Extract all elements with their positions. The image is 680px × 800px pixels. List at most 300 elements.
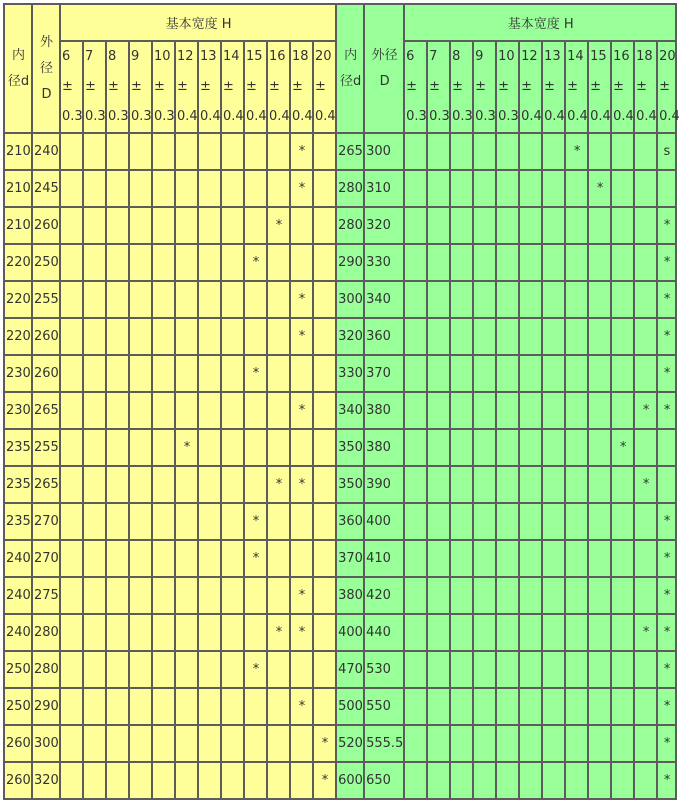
availability-mark [152,355,175,392]
availability-mark [129,207,152,244]
inner-diameter-header-line: 径d [7,73,30,89]
bearing-dimension-table [3,3,680,800]
availability-mark [221,503,244,540]
availability-mark-right [519,355,542,392]
availability-mark-right [542,133,565,170]
availability-mark-right: s [657,133,676,170]
width-header-18-right [634,41,657,133]
availability-mark-right [519,244,542,281]
availability-mark [60,762,83,799]
availability-mark [198,651,221,688]
width-header-t: ± [223,79,234,94]
availability-mark [106,688,129,725]
width-header-15 [244,41,267,133]
availability-mark [175,244,198,281]
basic-width-title-right: 基本宽度 H [404,4,676,41]
availability-mark [267,540,290,577]
availability-mark-right [542,651,565,688]
availability-mark [313,318,336,355]
outer-diameter-cell: 255 [32,281,60,318]
availability-mark-right: * [657,355,676,392]
availability-mark [83,281,106,318]
availability-mark [83,392,106,429]
availability-mark-right [634,429,657,466]
width-header-w: 10 [498,49,515,64]
availability-mark-right [450,503,473,540]
availability-mark-right [404,207,427,244]
availability-mark-right [611,503,634,540]
width-header-9 [129,41,152,133]
table-row [4,651,676,688]
inner-diameter-cell: 235 [4,429,32,466]
outer-diameter-cell-right: 340 [364,281,404,318]
availability-mark: * [290,577,313,614]
availability-mark: * [290,170,313,207]
outer-diameter-cell-right: 300 [364,133,404,170]
outer-diameter-cell-right: 410 [364,540,404,577]
availability-mark: * [313,762,336,799]
width-header-v: 0.3 [429,109,450,124]
availability-mark-right [634,688,657,725]
availability-mark [267,244,290,281]
availability-mark-right [450,725,473,762]
availability-mark [60,540,83,577]
availability-mark [60,725,83,762]
availability-mark: * [267,207,290,244]
availability-mark [83,355,106,392]
availability-mark-right: * [657,651,676,688]
width-header-w: 6 [62,49,71,64]
availability-mark [175,540,198,577]
availability-mark-right [657,466,676,503]
availability-mark [290,429,313,466]
width-header-w: 15 [590,49,607,64]
availability-mark-right [450,392,473,429]
outer-diameter-cell: 260 [32,207,60,244]
outer-diameter-cell: 240 [32,133,60,170]
outer-diameter-cell-right: 650 [364,762,404,799]
availability-mark [106,207,129,244]
inner-diameter-cell: 240 [4,540,32,577]
availability-mark [106,577,129,614]
width-header-v: 0.3 [498,109,519,124]
availability-mark [129,577,152,614]
table-row [4,170,676,207]
width-header-w: 12 [177,49,194,64]
availability-mark [267,355,290,392]
outer-diameter-cell-right: 530 [364,651,404,688]
availability-mark [175,392,198,429]
availability-mark-right [496,540,519,577]
outer-diameter-header [32,4,60,133]
availability-mark-right [473,355,496,392]
header-row-title [4,4,676,41]
availability-mark-right [611,688,634,725]
availability-mark-right [565,170,588,207]
availability-mark [244,688,267,725]
width-header-v: 0.4 [544,109,565,124]
availability-mark [267,688,290,725]
availability-mark-right [427,762,450,799]
availability-mark [244,725,267,762]
availability-mark [267,133,290,170]
availability-mark-right: * [657,540,676,577]
availability-mark [221,540,244,577]
outer-diameter-cell: 260 [32,318,60,355]
availability-mark [244,614,267,651]
availability-mark-right [611,725,634,762]
outer-diameter-header-right-line: D [379,73,390,89]
availability-mark [129,540,152,577]
availability-mark [106,762,129,799]
availability-mark-right [634,170,657,207]
width-header-v: 0.4 [315,109,336,124]
availability-mark [175,614,198,651]
availability-mark-right [519,466,542,503]
availability-mark [313,540,336,577]
outer-diameter-header-line: 外 [39,34,53,50]
width-header-v: 0.3 [452,109,473,124]
inner-diameter-cell-right: 290 [336,244,364,281]
availability-mark-right [588,725,611,762]
availability-mark [83,688,106,725]
availability-mark [198,762,221,799]
availability-mark [129,355,152,392]
availability-mark [221,133,244,170]
table-row [4,133,676,170]
availability-mark-right [519,614,542,651]
width-header-w: 7 [85,49,94,64]
availability-mark [175,725,198,762]
availability-mark [152,244,175,281]
availability-mark [313,207,336,244]
width-header-w: 18 [292,49,309,64]
availability-mark-right [565,725,588,762]
width-header-14-right [565,41,588,133]
outer-diameter-cell: 245 [32,170,60,207]
availability-mark-right [450,614,473,651]
availability-mark [313,503,336,540]
availability-mark [313,392,336,429]
width-header-t: ± [62,79,73,94]
availability-mark [244,466,267,503]
availability-mark-right [450,466,473,503]
availability-mark [267,318,290,355]
inner-diameter-header-line: 内 [11,47,25,63]
width-header-6 [60,41,83,133]
availability-mark [129,688,152,725]
availability-mark-right [519,577,542,614]
availability-mark [60,466,83,503]
availability-mark-right [565,429,588,466]
availability-mark-right [496,725,519,762]
availability-mark-right [473,725,496,762]
width-header-v: 0.3 [475,109,496,124]
outer-diameter-cell-right: 440 [364,614,404,651]
availability-mark-right [519,207,542,244]
outer-diameter-cell: 265 [32,392,60,429]
availability-mark-right [496,318,519,355]
availability-mark [198,244,221,281]
availability-mark-right [473,540,496,577]
availability-mark-right [404,170,427,207]
availability-mark-right [427,540,450,577]
outer-diameter-cell-right: 380 [364,429,404,466]
availability-mark [152,762,175,799]
availability-mark-right [565,503,588,540]
availability-mark [244,207,267,244]
outer-diameter-cell: 270 [32,503,60,540]
availability-mark [175,318,198,355]
availability-mark [83,318,106,355]
outer-diameter-cell: 265 [32,466,60,503]
availability-mark [290,503,313,540]
availability-mark-right [611,244,634,281]
availability-mark [175,207,198,244]
width-header-7-right [427,41,450,133]
availability-mark-right [634,651,657,688]
outer-diameter-cell-right: 360 [364,318,404,355]
availability-mark [221,207,244,244]
width-header-13 [198,41,221,133]
availability-mark-right [634,725,657,762]
availability-mark: * [267,614,290,651]
availability-mark-right [588,651,611,688]
width-header-w: 12 [521,49,538,64]
table-row [4,244,676,281]
inner-diameter-cell-right: 280 [336,170,364,207]
width-header-10 [152,41,175,133]
availability-mark [290,207,313,244]
availability-mark-right [565,651,588,688]
width-header-8-right [450,41,473,133]
availability-mark-right: * [657,207,676,244]
availability-mark-right [634,244,657,281]
width-header-t: ± [567,79,579,94]
availability-mark [83,133,106,170]
inner-diameter-cell-right: 280 [336,207,364,244]
availability-mark-right [542,429,565,466]
outer-diameter-cell-right: 390 [364,466,404,503]
availability-mark-right [542,318,565,355]
availability-mark-right [519,503,542,540]
availability-mark [267,651,290,688]
availability-mark-right [588,503,611,540]
availability-mark-right [657,170,676,207]
availability-mark [152,614,175,651]
availability-mark-right [519,725,542,762]
availability-mark [290,540,313,577]
availability-mark [129,503,152,540]
availability-mark-right [427,318,450,355]
availability-mark [221,614,244,651]
availability-mark [198,281,221,318]
width-header-w: 13 [544,49,561,64]
availability-mark-right [634,577,657,614]
inner-diameter-cell-right: 360 [336,503,364,540]
availability-mark-right [496,577,519,614]
availability-mark-right [496,392,519,429]
availability-mark [60,281,83,318]
availability-mark [60,688,83,725]
inner-diameter-cell: 260 [4,725,32,762]
width-header-w: 16 [613,49,630,64]
inner-diameter-header-right [336,4,364,133]
availability-mark-right [427,614,450,651]
availability-mark-right [611,133,634,170]
availability-mark-right [588,207,611,244]
availability-mark-right [450,281,473,318]
availability-mark-right [496,651,519,688]
width-header-t: ± [498,79,510,94]
outer-diameter-cell-right: 310 [364,170,404,207]
availability-mark-right [565,466,588,503]
width-header-t: ± [452,79,464,94]
width-header-w: 14 [223,49,240,64]
availability-mark [267,392,290,429]
availability-mark [244,170,267,207]
availability-mark-right [496,466,519,503]
availability-mark [313,133,336,170]
inner-diameter-cell: 235 [4,503,32,540]
availability-mark [129,762,152,799]
inner-diameter-cell: 250 [4,651,32,688]
availability-mark-right [542,281,565,318]
availability-mark-right [657,429,676,466]
outer-diameter-cell: 260 [32,355,60,392]
width-header-t: ± [636,79,648,94]
availability-mark-right: * [657,577,676,614]
availability-mark: * [290,281,313,318]
width-header-t: ± [108,79,119,94]
availability-mark [198,355,221,392]
availability-mark-right [542,614,565,651]
outer-diameter-cell: 300 [32,725,60,762]
width-header-w: 15 [246,49,263,64]
availability-mark: * [290,318,313,355]
availability-mark [290,355,313,392]
availability-mark [60,503,83,540]
availability-mark-right: * [565,133,588,170]
inner-diameter-cell-right: 600 [336,762,364,799]
availability-mark-right [473,392,496,429]
availability-mark-right [565,392,588,429]
width-header-6-right [404,41,427,133]
availability-mark [60,318,83,355]
availability-mark [129,651,152,688]
availability-mark [221,688,244,725]
outer-diameter-cell-right: 320 [364,207,404,244]
availability-mark-right [565,355,588,392]
availability-mark-right [565,318,588,355]
availability-mark-right [450,540,473,577]
width-header-v: 0.3 [406,109,427,124]
availability-mark-right [542,207,565,244]
width-header-v: 0.4 [292,109,313,124]
inner-diameter-header [4,4,32,133]
inner-diameter-cell-right: 400 [336,614,364,651]
availability-mark-right [634,207,657,244]
availability-mark-right [519,392,542,429]
availability-mark-right [542,466,565,503]
width-header-v: 0.4 [590,109,611,124]
availability-mark [106,429,129,466]
availability-mark [313,170,336,207]
outer-diameter-cell: 250 [32,244,60,281]
availability-mark: * [313,725,336,762]
width-header-v: 0.4 [223,109,244,124]
availability-mark [129,170,152,207]
availability-mark [267,762,290,799]
availability-mark-right [634,133,657,170]
availability-mark-right [404,244,427,281]
width-header-8 [106,41,129,133]
width-header-t: ± [85,79,96,94]
availability-mark-right [611,540,634,577]
width-header-18 [290,41,313,133]
width-header-w: 13 [200,49,217,64]
availability-mark-right [404,725,427,762]
availability-mark-right [565,244,588,281]
width-header-w: 9 [475,49,484,64]
availability-mark-right [404,355,427,392]
availability-mark [221,577,244,614]
availability-mark-right [634,281,657,318]
availability-mark [244,577,267,614]
availability-mark [313,466,336,503]
outer-diameter-cell: 280 [32,614,60,651]
width-header-9-right [473,41,496,133]
availability-mark [152,651,175,688]
availability-mark [175,466,198,503]
availability-mark-right [427,503,450,540]
availability-mark [244,133,267,170]
width-header-t: ± [659,79,671,94]
availability-mark-right [496,281,519,318]
width-header-t: ± [590,79,602,94]
availability-mark-right: * [634,392,657,429]
availability-mark [152,281,175,318]
width-header-w: 14 [567,49,584,64]
availability-mark [221,170,244,207]
availability-mark-right [473,651,496,688]
width-header-w: 8 [108,49,117,64]
availability-mark [221,429,244,466]
table-row [4,207,676,244]
availability-mark [313,614,336,651]
availability-mark-right [427,355,450,392]
availability-mark [290,651,313,688]
availability-mark [221,355,244,392]
availability-mark-right [427,651,450,688]
availability-mark [267,725,290,762]
availability-mark-right [427,392,450,429]
availability-mark [313,651,336,688]
availability-mark-right [542,725,565,762]
availability-mark [152,503,175,540]
table-row [4,540,676,577]
availability-mark-right [634,318,657,355]
width-header-16 [267,41,290,133]
outer-diameter-header-line: 径 [39,60,53,76]
availability-mark [221,281,244,318]
availability-mark-right [473,577,496,614]
width-header-20-right [657,41,680,133]
availability-mark [60,614,83,651]
width-header-10-right [496,41,519,133]
width-header-w: 7 [429,49,438,64]
availability-mark-right [588,281,611,318]
